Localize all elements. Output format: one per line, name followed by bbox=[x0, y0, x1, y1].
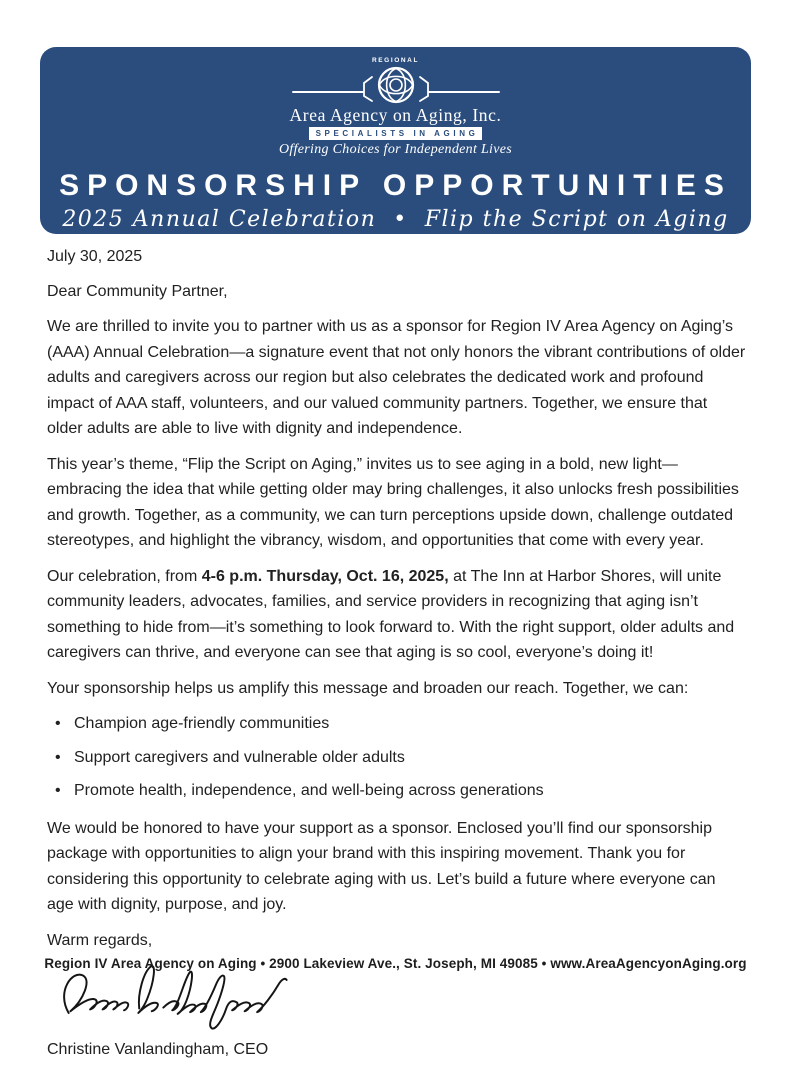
closing: Warm regards, bbox=[47, 931, 153, 949]
list-item bbox=[47, 778, 746, 804]
paragraph-event-details bbox=[47, 564, 746, 666]
salutation: Dear Community Partner, bbox=[47, 282, 228, 300]
logo-region-label: REGIONAL bbox=[371, 57, 420, 64]
letter-date: July 30, 2025 bbox=[47, 248, 143, 265]
benefits-list bbox=[47, 711, 746, 804]
event-subtitle: 2025 Annual Celebration • Flip the Script on Aging bbox=[62, 207, 729, 232]
org-logo bbox=[279, 57, 512, 158]
list-item-text: Champion age-friendly communities bbox=[74, 715, 330, 732]
paragraph-intro: We are thrilled to invite you to partner with us as a sponsor for Region IV Area Agency on Aging’s (AAA) Annual Celebration—a signature event that not only honors the vibrant contributions of older adults and caregivers across our region but also celebrates the dedicated work and profound impact of AAA staff, volunteers, and our valued community partners. Together, we ensure that older adults are able to live with dignity and independence. bbox=[47, 318, 746, 437]
letter-body bbox=[47, 244, 746, 1073]
area-agency-logo-icon bbox=[290, 65, 502, 105]
footer-text: Region IV Area Agency on Aging • 2900 Lakeview Ave., St. Joseph, MI 49085 • www.AreaAgencyonAging.org bbox=[44, 956, 747, 971]
bullet-icon: • bbox=[55, 782, 61, 799]
footer bbox=[0, 956, 791, 971]
org-name: Area Agency on Aging, Inc. bbox=[289, 105, 502, 125]
paragraph-theme: This year’s theme, “Flip the Script on Aging,” invites us to see aging in a bold, new light—embracing the idea that while getting older may bring challenges, it also unlocks fresh possibilities and growth. Together, as a community, we can turn perceptions upside down, challenge outdated stereotypes, and highlight the vibrancy, wisdom, and opportunities that come with every year. bbox=[47, 455, 739, 549]
org-specialists-banner: SPECIALISTS IN AGING bbox=[309, 127, 483, 140]
event-details-text: Our celebration, from bbox=[47, 567, 202, 585]
bullet-icon: • bbox=[55, 748, 61, 766]
list-item-text: Promote health, independence, and well-being across generations bbox=[74, 782, 544, 799]
event-details-text: at The Inn at Harbor Shores, will unite community leaders, advocates, families, and service providers in recognizing that aging isn’t something to hide from—it’s something to look forward to. With the right support, older adults and caregivers can thrive, and everyone can see that aging is so cool, everyone’s doing it! bbox=[47, 567, 735, 661]
header-banner bbox=[40, 47, 751, 234]
list-item bbox=[47, 711, 746, 737]
org-tagline: Offering Choices for Independent Lives bbox=[278, 142, 513, 157]
list-item bbox=[47, 745, 746, 771]
page-title: SPONSORSHIP OPPORTUNITIES bbox=[59, 169, 732, 202]
paragraph-closing-ask: We would be honored to have your support as a sponsor. Enclosed you’ll find our sponsorship package with opportunities to align your brand with this inspiring movement. Thank you for considering this opportunity to celebrate aging with us. Let’s build a future where everyone can age with dignity, purpose, and joy. bbox=[47, 819, 716, 913]
event-datetime: 4-6 p.m. Thursday, Oct. 16, 2025, bbox=[201, 567, 449, 585]
bullet-icon: • bbox=[55, 715, 61, 732]
list-item-text: Support caregivers and vulnerable older adults bbox=[74, 748, 405, 766]
paragraph-sponsorship-lead: Your sponsorship helps us amplify this message and broaden our reach. Together, we can: bbox=[47, 679, 689, 697]
signature-name: Christine Vanlandingham, CEO bbox=[47, 1041, 269, 1058]
